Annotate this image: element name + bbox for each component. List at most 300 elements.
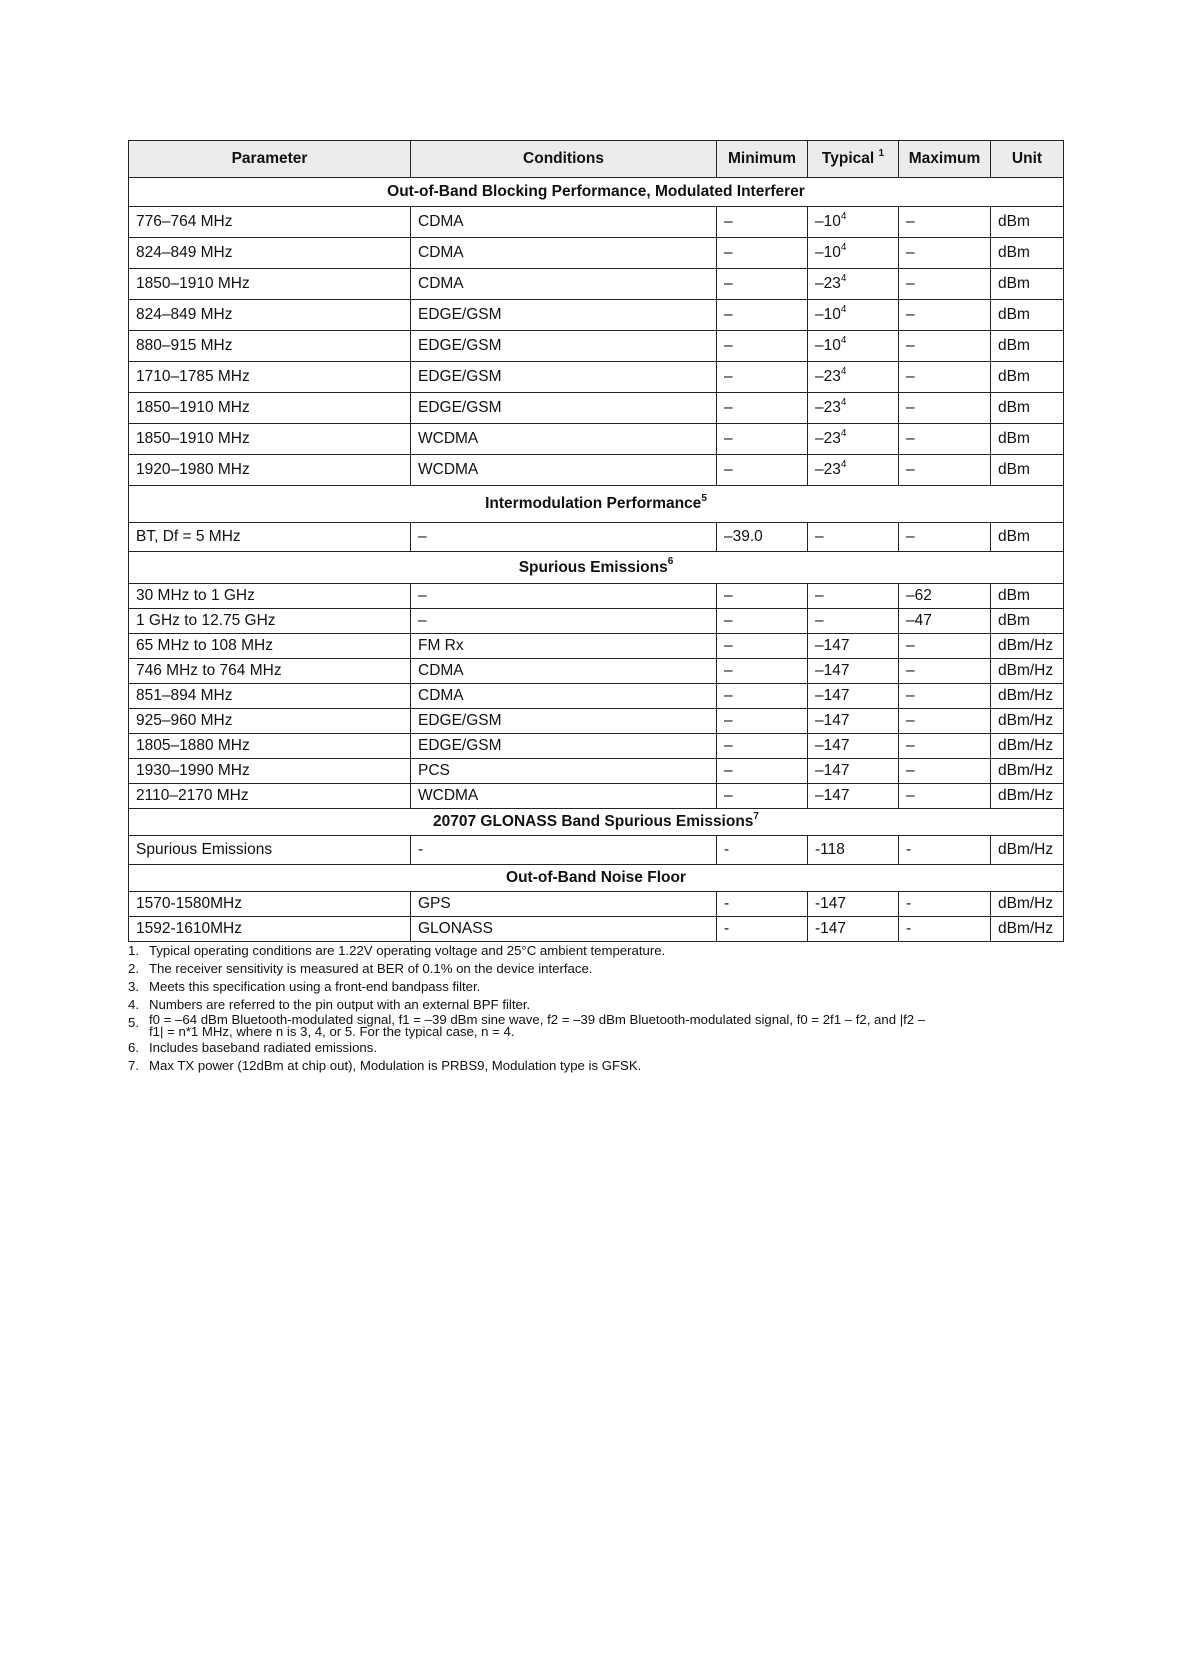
- cell-parameter: [129, 609, 411, 634]
- cell-minimum: [717, 734, 808, 759]
- header-minimum: Minimum: [717, 141, 808, 178]
- cell-typical: [808, 659, 899, 684]
- cell-conditions: [411, 331, 717, 362]
- cell-unit-value: dBm: [998, 612, 1030, 629]
- table-row: [129, 836, 1064, 865]
- cell-parameter-value: 880–915 MHz: [136, 337, 233, 354]
- cell-maximum-value: –: [906, 368, 915, 385]
- cell-parameter-value: 1 GHz to 12.75 GHz: [136, 612, 276, 629]
- cell-conditions: [411, 424, 717, 455]
- cell-parameter: [129, 523, 411, 552]
- table-row: [129, 300, 1064, 331]
- footnote-number: 4.: [128, 997, 139, 1012]
- cell-parameter-value: 1805–1880 MHz: [136, 737, 250, 754]
- cell-maximum-value: –: [906, 687, 915, 704]
- cell-maximum: [899, 759, 991, 784]
- table-row: [129, 709, 1064, 734]
- cell-unit-value: dBm/Hz: [998, 762, 1054, 779]
- cell-conditions: [411, 634, 717, 659]
- section-title: [129, 809, 1064, 836]
- cell-typical-sup: 4: [840, 427, 847, 439]
- cell-parameter: [129, 836, 411, 865]
- cell-parameter-value: 1850–1910 MHz: [136, 430, 250, 447]
- table-row: [129, 892, 1064, 917]
- cell-conditions: [411, 609, 717, 634]
- cell-maximum-value: –: [906, 337, 915, 354]
- cell-conditions: [411, 362, 717, 393]
- cell-typical: [808, 455, 899, 486]
- cell-conditions-value: WCDMA: [418, 461, 479, 478]
- cell-maximum-value: –: [906, 737, 915, 754]
- cell-unit-value: dBm/Hz: [998, 662, 1054, 679]
- cell-parameter: [129, 917, 411, 942]
- cell-unit: [991, 207, 1064, 238]
- cell-minimum: [717, 892, 808, 917]
- cell-parameter-value: 824–849 MHz: [136, 306, 233, 323]
- cell-conditions-value: EDGE/GSM: [418, 399, 502, 416]
- cell-unit: [991, 331, 1064, 362]
- cell-typical-value: –147: [815, 687, 850, 704]
- cell-conditions-value: CDMA: [418, 275, 464, 292]
- cell-conditions: [411, 917, 717, 942]
- cell-parameter: [129, 238, 411, 269]
- cell-conditions: [411, 269, 717, 300]
- cell-conditions: [411, 584, 717, 609]
- cell-maximum-value: –: [906, 213, 915, 230]
- cell-conditions: [411, 892, 717, 917]
- cell-conditions-value: –: [418, 587, 427, 604]
- cell-parameter-value: BT, Df = 5 MHz: [136, 528, 241, 545]
- cell-maximum: [899, 609, 991, 634]
- cell-typical-sup: 4: [840, 210, 847, 222]
- footnote-item: [128, 996, 1028, 1013]
- cell-minimum-value: –: [724, 687, 733, 704]
- cell-parameter: [129, 684, 411, 709]
- cell-parameter-value: 1850–1910 MHz: [136, 399, 250, 416]
- footnote-text: Meets this specification using a front-end bandpass filter.: [149, 979, 481, 994]
- cell-maximum: [899, 238, 991, 269]
- cell-maximum: [899, 836, 991, 865]
- cell-unit: [991, 784, 1064, 809]
- footnote-text: Typical operating conditions are 1.22V operating voltage and 25°C ambient temperature.: [149, 943, 666, 958]
- cell-typical-value: –10: [815, 213, 841, 230]
- cell-minimum-value: –: [724, 461, 733, 478]
- cell-minimum-value: –: [724, 662, 733, 679]
- cell-unit: [991, 362, 1064, 393]
- table-row: [129, 207, 1064, 238]
- cell-conditions: [411, 734, 717, 759]
- cell-conditions: [411, 684, 717, 709]
- cell-parameter-value: 1920–1980 MHz: [136, 461, 250, 478]
- cell-minimum-value: –: [724, 213, 733, 230]
- table-row: [129, 634, 1064, 659]
- header-typical: [808, 141, 899, 178]
- cell-maximum: [899, 523, 991, 552]
- header-typical-sup: 1: [878, 147, 885, 159]
- cell-typical-value: –23: [815, 368, 841, 385]
- footnote-text: The receiver sensitivity is measured at BER of 0.1% on the device interface.: [149, 961, 593, 976]
- cell-unit: [991, 393, 1064, 424]
- cell-minimum-value: –: [724, 612, 733, 629]
- cell-minimum: [717, 424, 808, 455]
- cell-maximum: [899, 734, 991, 759]
- cell-parameter: [129, 759, 411, 784]
- cell-typical: [808, 684, 899, 709]
- cell-unit-value: dBm: [998, 461, 1030, 478]
- header-unit: Unit: [991, 141, 1064, 178]
- cell-parameter: [129, 784, 411, 809]
- header-parameter: Parameter: [129, 141, 411, 178]
- cell-typical-sup: 4: [840, 334, 847, 346]
- cell-unit: [991, 917, 1064, 942]
- cell-unit: [991, 634, 1064, 659]
- cell-maximum-value: –62: [906, 587, 932, 604]
- cell-maximum: [899, 917, 991, 942]
- table-row: [129, 917, 1064, 942]
- cell-typical-sup: 4: [840, 396, 847, 408]
- cell-maximum: [899, 300, 991, 331]
- section-row: [129, 809, 1064, 836]
- cell-typical-value: –10: [815, 337, 841, 354]
- footnote-number: 2.: [128, 961, 139, 976]
- cell-typical-value: –147: [815, 637, 850, 654]
- cell-minimum-value: –: [724, 712, 733, 729]
- table-row: [129, 362, 1064, 393]
- cell-minimum-value: –: [724, 430, 733, 447]
- cell-typical-value: –10: [815, 306, 841, 323]
- cell-parameter: [129, 709, 411, 734]
- cell-conditions: [411, 300, 717, 331]
- cell-typical: [808, 892, 899, 917]
- cell-unit-value: dBm/Hz: [998, 687, 1054, 704]
- section-title-sup: 7: [753, 810, 759, 822]
- table-row: [129, 523, 1064, 552]
- cell-minimum: [717, 784, 808, 809]
- cell-conditions-value: CDMA: [418, 244, 464, 261]
- cell-minimum: [717, 759, 808, 784]
- cell-maximum: [899, 659, 991, 684]
- cell-minimum: [717, 300, 808, 331]
- section-title-text: 20707 GLONASS Band Spurious Emissions: [433, 813, 754, 830]
- cell-minimum: [717, 634, 808, 659]
- table-row: [129, 424, 1064, 455]
- cell-maximum-value: –: [906, 787, 915, 804]
- cell-typical-value: –: [815, 528, 824, 545]
- cell-maximum: [899, 684, 991, 709]
- table-row: [129, 609, 1064, 634]
- cell-parameter: [129, 584, 411, 609]
- cell-maximum: [899, 331, 991, 362]
- cell-typical: [808, 917, 899, 942]
- table-row: [129, 784, 1064, 809]
- cell-unit-value: dBm/Hz: [998, 920, 1054, 937]
- cell-maximum: [899, 634, 991, 659]
- cell-conditions-value: GPS: [418, 895, 451, 912]
- cell-typical-value: –147: [815, 737, 850, 754]
- table-row: [129, 331, 1064, 362]
- section-title-text: Out-of-Band Noise Floor: [506, 869, 686, 886]
- footnote-item: [128, 960, 1028, 977]
- cell-unit: [991, 584, 1064, 609]
- cell-conditions-value: EDGE/GSM: [418, 306, 502, 323]
- cell-maximum-value: –: [906, 662, 915, 679]
- cell-typical-value: –: [815, 587, 824, 604]
- cell-parameter: [129, 362, 411, 393]
- cell-parameter-value: 746 MHz to 764 MHz: [136, 662, 282, 679]
- cell-minimum-value: –: [724, 306, 733, 323]
- cell-typical: [808, 238, 899, 269]
- cell-unit-value: dBm: [998, 587, 1030, 604]
- cell-typical: [808, 759, 899, 784]
- cell-minimum-value: -: [724, 920, 730, 937]
- table-row: [129, 684, 1064, 709]
- cell-minimum: [717, 709, 808, 734]
- cell-parameter: [129, 393, 411, 424]
- spec-table: [128, 140, 1064, 942]
- cell-conditions-value: –: [418, 612, 427, 629]
- cell-maximum: [899, 455, 991, 486]
- header-maximum: Maximum: [899, 141, 991, 178]
- cell-typical-sup: 4: [840, 303, 847, 315]
- cell-minimum-value: –: [724, 737, 733, 754]
- cell-parameter: [129, 331, 411, 362]
- cell-unit-value: dBm: [998, 337, 1030, 354]
- cell-maximum-value: –: [906, 430, 915, 447]
- table-row: [129, 269, 1064, 300]
- cell-conditions-value: WCDMA: [418, 787, 479, 804]
- cell-minimum-value: –: [724, 244, 733, 261]
- cell-typical-value: –10: [815, 244, 841, 261]
- cell-typical-value: –23: [815, 275, 841, 292]
- header-typical-label: Typical: [821, 150, 875, 167]
- cell-unit: [991, 424, 1064, 455]
- section-row: [129, 178, 1064, 207]
- cell-unit-value: dBm/Hz: [998, 787, 1054, 804]
- cell-maximum-value: –: [906, 244, 915, 261]
- cell-minimum: [717, 584, 808, 609]
- cell-typical-value: –147: [815, 787, 850, 804]
- table-row: [129, 759, 1064, 784]
- cell-typical: [808, 734, 899, 759]
- cell-maximum-value: –: [906, 461, 915, 478]
- cell-unit: [991, 609, 1064, 634]
- cell-unit: [991, 709, 1064, 734]
- cell-maximum-value: –: [906, 712, 915, 729]
- cell-minimum-value: –: [724, 399, 733, 416]
- cell-typical: [808, 784, 899, 809]
- cell-maximum-value: -: [906, 920, 912, 937]
- cell-typical: [808, 362, 899, 393]
- cell-typical: [808, 207, 899, 238]
- cell-maximum: [899, 207, 991, 238]
- table-row: [129, 455, 1064, 486]
- section-title: [129, 178, 1064, 207]
- cell-maximum-value: –: [906, 399, 915, 416]
- cell-minimum: [717, 684, 808, 709]
- cell-conditions-value: WCDMA: [418, 430, 479, 447]
- cell-parameter-value: 1710–1785 MHz: [136, 368, 250, 385]
- footnote-number: 5.: [128, 1015, 139, 1030]
- cell-typical: [808, 634, 899, 659]
- table-row: [129, 238, 1064, 269]
- section-title-sup: 5: [701, 492, 707, 504]
- cell-typical: [808, 609, 899, 634]
- cell-parameter: [129, 659, 411, 684]
- cell-conditions: [411, 836, 717, 865]
- cell-maximum-value: -: [906, 895, 912, 912]
- footnote-item: [128, 978, 1028, 995]
- cell-conditions-value: EDGE/GSM: [418, 712, 502, 729]
- cell-unit: [991, 523, 1064, 552]
- cell-conditions-value: EDGE/GSM: [418, 368, 502, 385]
- cell-parameter: [129, 892, 411, 917]
- cell-unit-value: dBm/Hz: [998, 737, 1054, 754]
- footnote-item: [128, 1039, 1028, 1056]
- cell-minimum-value: –: [724, 587, 733, 604]
- cell-unit-value: dBm: [998, 275, 1030, 292]
- cell-conditions: [411, 784, 717, 809]
- cell-typical: [808, 836, 899, 865]
- table-row: [129, 659, 1064, 684]
- cell-unit-value: dBm: [998, 213, 1030, 230]
- section-title-text: Spurious Emissions: [518, 558, 668, 576]
- cell-parameter-value: 925–960 MHz: [136, 712, 233, 729]
- cell-parameter-value: 1592-1610MHz: [136, 920, 242, 937]
- section-title-sup: 6: [667, 556, 674, 568]
- cell-minimum: [717, 917, 808, 942]
- cell-unit-value: dBm: [998, 430, 1030, 447]
- cell-typical: [808, 393, 899, 424]
- cell-maximum: [899, 709, 991, 734]
- cell-typical: [808, 709, 899, 734]
- cell-conditions-value: FM Rx: [418, 637, 464, 654]
- spec-body: [129, 178, 1064, 942]
- cell-conditions-value: CDMA: [418, 687, 464, 704]
- cell-parameter: [129, 734, 411, 759]
- cell-unit: [991, 684, 1064, 709]
- cell-maximum: [899, 784, 991, 809]
- footnote-text: Numbers are referred to the pin output with an external BPF filter.: [149, 997, 531, 1012]
- cell-unit-value: dBm: [998, 528, 1030, 545]
- cell-conditions-value: CDMA: [418, 213, 464, 230]
- section-title: [129, 865, 1064, 892]
- footnote-item: [128, 1014, 1028, 1038]
- cell-minimum-value: –: [724, 337, 733, 354]
- cell-unit-value: dBm/Hz: [998, 895, 1054, 912]
- cell-minimum: [717, 207, 808, 238]
- cell-typical: [808, 269, 899, 300]
- cell-minimum: [717, 238, 808, 269]
- cell-conditions: [411, 659, 717, 684]
- cell-maximum: [899, 362, 991, 393]
- cell-typical-value: -147: [815, 920, 847, 937]
- section-row: [129, 486, 1064, 523]
- cell-parameter: [129, 455, 411, 486]
- cell-typical: [808, 523, 899, 552]
- cell-parameter-value: 1850–1910 MHz: [136, 275, 250, 292]
- footnote-number: 3.: [128, 979, 139, 994]
- cell-unit-value: dBm/Hz: [998, 712, 1054, 729]
- footnote-number: 6.: [128, 1040, 139, 1055]
- cell-parameter: [129, 207, 411, 238]
- cell-unit: [991, 759, 1064, 784]
- cell-minimum: [717, 523, 808, 552]
- cell-conditions: [411, 207, 717, 238]
- footnote-number: 7.: [128, 1058, 139, 1073]
- cell-conditions: [411, 455, 717, 486]
- cell-parameter-value: 824–849 MHz: [136, 244, 233, 261]
- cell-unit: [991, 300, 1064, 331]
- cell-conditions-value: EDGE/GSM: [418, 737, 502, 754]
- cell-parameter: [129, 424, 411, 455]
- cell-minimum-value: -: [724, 895, 730, 912]
- cell-unit: [991, 455, 1064, 486]
- cell-maximum: [899, 584, 991, 609]
- cell-conditions-value: EDGE/GSM: [418, 337, 502, 354]
- cell-conditions-value: -: [418, 841, 424, 858]
- table-row: [129, 393, 1064, 424]
- cell-conditions-value: GLONASS: [418, 920, 493, 937]
- cell-maximum-value: –: [906, 528, 915, 545]
- cell-typical-value: –: [815, 612, 824, 629]
- cell-maximum-value: –: [906, 762, 915, 779]
- footnote-number: 1.: [128, 943, 139, 958]
- cell-minimum: [717, 659, 808, 684]
- cell-typical-value: -118: [815, 841, 845, 858]
- cell-unit: [991, 269, 1064, 300]
- section-title-text: Out-of-Band Blocking Performance, Modulated Interferer: [387, 183, 805, 200]
- cell-unit-value: dBm: [998, 306, 1030, 323]
- cell-unit: [991, 734, 1064, 759]
- cell-minimum: [717, 609, 808, 634]
- cell-unit-value: dBm/Hz: [998, 637, 1054, 654]
- cell-minimum: [717, 393, 808, 424]
- footnote-text: f0 = –64 dBm Bluetooth-modulated signal, f1 = –39 dBm sine wave, f2 = –39 dBm Bluetooth-modulated signal, f0 = 2f1 – f2, and |f2 – f1| = n*1 MHz, where n is 3, 4, or 5. For the typical case, n = 4.: [149, 1012, 926, 1039]
- cell-minimum-value: –: [724, 762, 733, 779]
- cell-maximum-value: –: [906, 275, 915, 292]
- cell-typical-sup: 4: [840, 458, 847, 470]
- cell-conditions-value: CDMA: [418, 662, 464, 679]
- cell-typical-sup: 4: [840, 241, 847, 253]
- cell-minimum: [717, 455, 808, 486]
- cell-typical-sup: 4: [840, 272, 847, 284]
- cell-unit: [991, 892, 1064, 917]
- section-row: [129, 552, 1064, 584]
- footnote-item: [128, 1057, 1028, 1074]
- cell-typical-value: -147: [815, 895, 847, 912]
- cell-typical-value: –23: [815, 399, 841, 416]
- table-row: [129, 584, 1064, 609]
- cell-parameter-value: 65 MHz to 108 MHz: [136, 637, 273, 654]
- cell-parameter-value: 2110–2170 MHz: [136, 787, 249, 804]
- table-row: [129, 734, 1064, 759]
- cell-typical-sup: 4: [840, 365, 847, 377]
- cell-minimum-value: –: [724, 787, 733, 804]
- cell-maximum-value: –47: [906, 612, 932, 629]
- cell-conditions: [411, 393, 717, 424]
- cell-minimum: [717, 836, 808, 865]
- header-conditions: Conditions: [411, 141, 717, 178]
- footnote-item: [128, 942, 1028, 959]
- cell-typical-value: –147: [815, 662, 850, 679]
- cell-unit-value: dBm: [998, 399, 1030, 416]
- cell-unit: [991, 836, 1064, 865]
- cell-minimum-value: –39.0: [724, 528, 763, 545]
- cell-parameter-value: 30 MHz to 1 GHz: [136, 587, 255, 604]
- footnotes: [128, 942, 1028, 1075]
- footnote-text: Includes baseband radiated emissions.: [149, 1040, 377, 1055]
- cell-typical: [808, 331, 899, 362]
